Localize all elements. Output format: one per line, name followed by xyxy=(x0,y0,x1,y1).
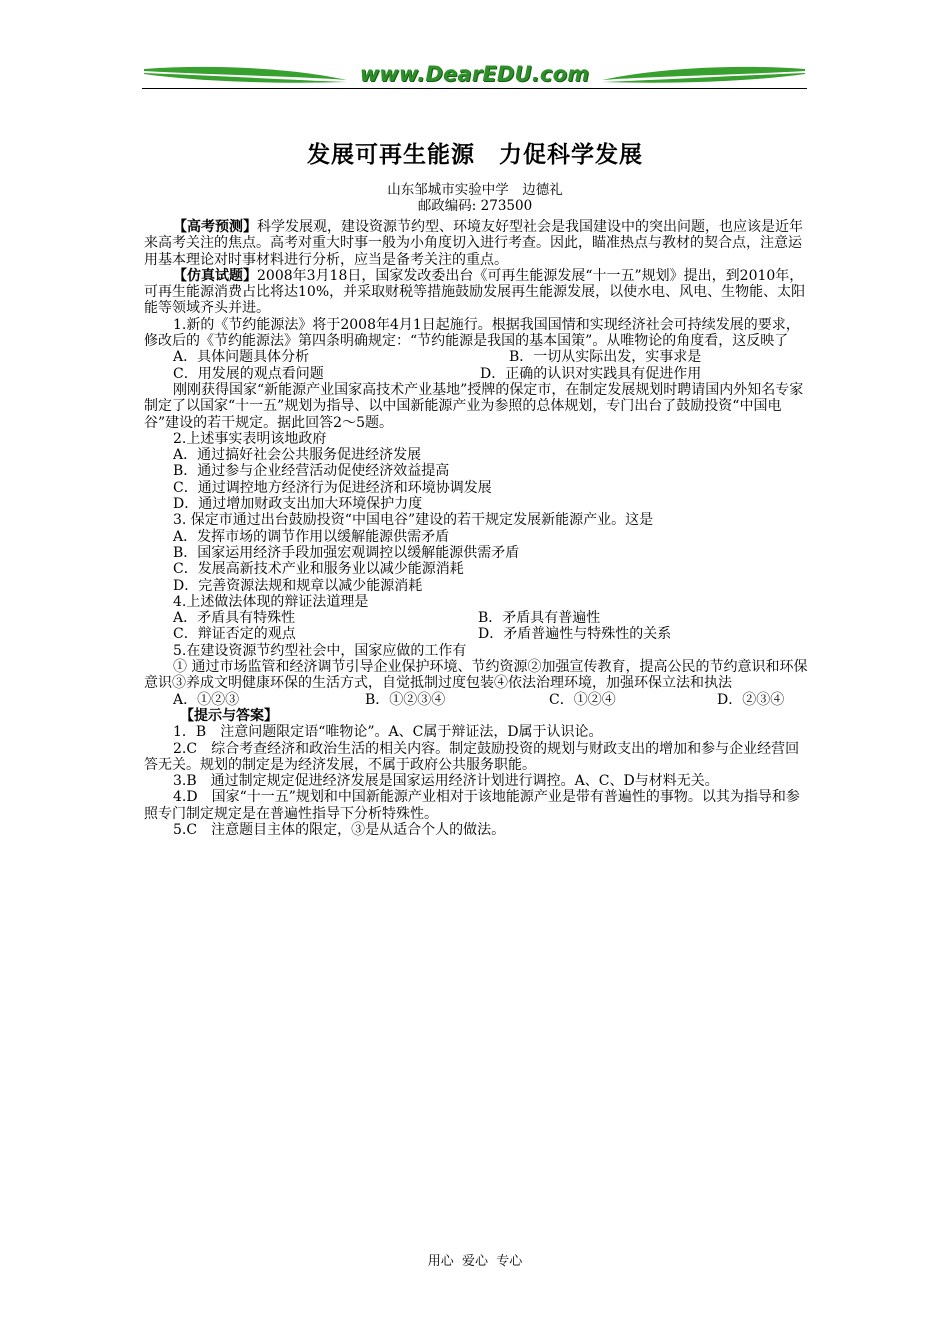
q4-option-b: B．矛盾具有普遍性 xyxy=(478,610,601,627)
question-1-options-cd xyxy=(144,366,808,382)
question-5-stem: 5.在建设资源节约型社会中，国家应做的工作有 xyxy=(173,642,467,659)
material-paragraph: 刚刚获得国家“新能源产业国家高技术产业基地”授牌的保定市，在制定发展规划时聘请国内外知名专家制定了以国家“十一五”规划为指导、以中国新能源产业为参照的总体规划，专门出台了鼓励投资“中国电谷”建设的若干规定。据此回答2～5题。 xyxy=(144,381,804,431)
q1-option-c: C．用发展的观点看问题 xyxy=(173,365,324,382)
answer-3: 3.B 通过制定规定促进经济发展是国家运用经济计划进行调控。A、C、D与材料无关。 xyxy=(173,773,719,790)
postcode-line: 邮政编码: 273500 xyxy=(417,198,533,214)
question-4-options-ab xyxy=(144,610,808,626)
site-logo[interactable]: www.DearEDU.com xyxy=(359,62,590,86)
mock-text: 2008年3月18日，国家发改委出台《可再生能源发展“十一五”规划》提出，到2010年，可再生能源消费占比将达10%，并采取财税等措施鼓励发展再生能源发展，以使水电、风电、生物能、太阳能等领域齐头并进。 xyxy=(144,267,806,317)
q1-option-a: A．具体问题具体分析 xyxy=(173,349,310,366)
page-title: 发展可再生能源 力促科学发展 xyxy=(307,142,643,168)
question-3-stem: 3. 保定市通过出台鼓励投资“中国电谷”建设的若干规定发展新能源产业。这是 xyxy=(173,512,654,529)
q4-option-a: A．矛盾具有特殊性 xyxy=(173,610,296,627)
page-footer: 用心 爱心 专心 xyxy=(427,1254,523,1269)
q1-option-b: B．一切从实际出发，实事求是 xyxy=(509,349,702,366)
page-header xyxy=(142,62,807,94)
forecast-text: 科学发展观，建设资源节约型、环境友好型社会是我国建设中的突出问题，也应该是近年来高考关注的焦点。高考对重大时事一般为小角度切入进行考查。因此，瞄准热点与教材的契合点，注意运用基本理论对时事材料进行分析，应当是备考关注的重点。 xyxy=(144,219,803,268)
q2-option-c: C．通过调控地方经济行为促进经济和环境协调发展 xyxy=(173,479,492,496)
forecast-paragraph xyxy=(144,219,808,268)
mock-paragraph xyxy=(144,268,808,317)
q3-option-a: A．发挥市场的调节作用以缓解能源供需矛盾 xyxy=(173,528,450,545)
q5-option-a: A．①②③ xyxy=(173,691,240,708)
answer-1: 1．B 注意问题限定语“唯物论”。A、C属于辩证法，D属于认识论。 xyxy=(173,724,603,741)
q2-option-b: B．通过参与企业经营活动促使经济效益提高 xyxy=(173,463,450,480)
q5-option-c: C．①②④ xyxy=(549,691,616,708)
question-5-items: ① 通过市场监管和经济调节引导企业保护环境、节约资源②加强宣传教育，提高公民的节约意识和环保意识③养成文明健康环保的生活方式，自觉抵制过度包装④依法治理环境，加强环保立法和执法 xyxy=(144,659,808,692)
q5-option-d: D．②③④ xyxy=(717,691,785,708)
answer-5: 5.C 注意题目主体的限定，③是从适合个人的做法。 xyxy=(173,821,506,838)
q4-option-c: C．辩证否定的观点 xyxy=(173,626,296,643)
q3-option-d: D．完善资源法规和规章以减少能源消耗 xyxy=(173,577,423,594)
question-2-stem: 2.上述事实表明该地政府 xyxy=(173,430,327,447)
header-rule xyxy=(142,88,807,89)
question-4-stem: 4.上述做法体现的辩证法道理是 xyxy=(173,593,369,610)
answers-heading xyxy=(144,708,808,724)
question-1-stem: 1.新的《节约能源法》将于2008年4月1日起施行。根据我国国情和实现经济社会可持续发展的要求，修改后的《节约能源法》第四条明确规定：“节约能源是我国的基本国策”。从唯物论的角度看，这反映了 xyxy=(144,316,800,350)
answers-label: 【提示与答案】 xyxy=(180,707,278,724)
question-5-options xyxy=(144,692,808,708)
q3-option-c: C．发展高新技术产业和服务业以减少能源消耗 xyxy=(173,561,464,578)
q4-option-d: D．矛盾普遍性与特殊性的关系 xyxy=(478,626,672,643)
question-4-options-cd xyxy=(144,626,808,642)
answer-2: 2.C 综合考查经济和政治生活的相关内容。制定鼓励投资的规划与财政支出的增加和参与企业经营回答无关。规划的制定是为经济发展，不属于政府公共服务职能。 xyxy=(144,740,800,773)
q2-option-a: A．通过搞好社会公共服务促进经济发展 xyxy=(173,447,422,464)
article-body xyxy=(144,219,808,838)
question-1-options-ab xyxy=(144,349,808,365)
q3-option-b: B．国家运用经济手段加强宏观调控以缓解能源供需矛盾 xyxy=(173,544,520,561)
q1-option-d: D．正确的认识对实践具有促进作用 xyxy=(480,365,702,382)
forecast-label: 【高考预测】 xyxy=(173,219,257,235)
q2-option-d: D．通过增加财政支出加大环境保护力度 xyxy=(173,496,423,513)
q5-option-b: B．①②③④ xyxy=(365,691,446,708)
answer-4: 4.D 国家“十一五”规划和中国新能源产业相对于该地能源产业是带有普遍性的事物。以其为指导和参照专门制定规定是在普遍性指导下分析特殊性。 xyxy=(144,789,800,822)
mock-label: 【仿真试题】 xyxy=(173,267,257,284)
author-line: 山东邹城市实验中学 边德礼 xyxy=(387,182,563,198)
